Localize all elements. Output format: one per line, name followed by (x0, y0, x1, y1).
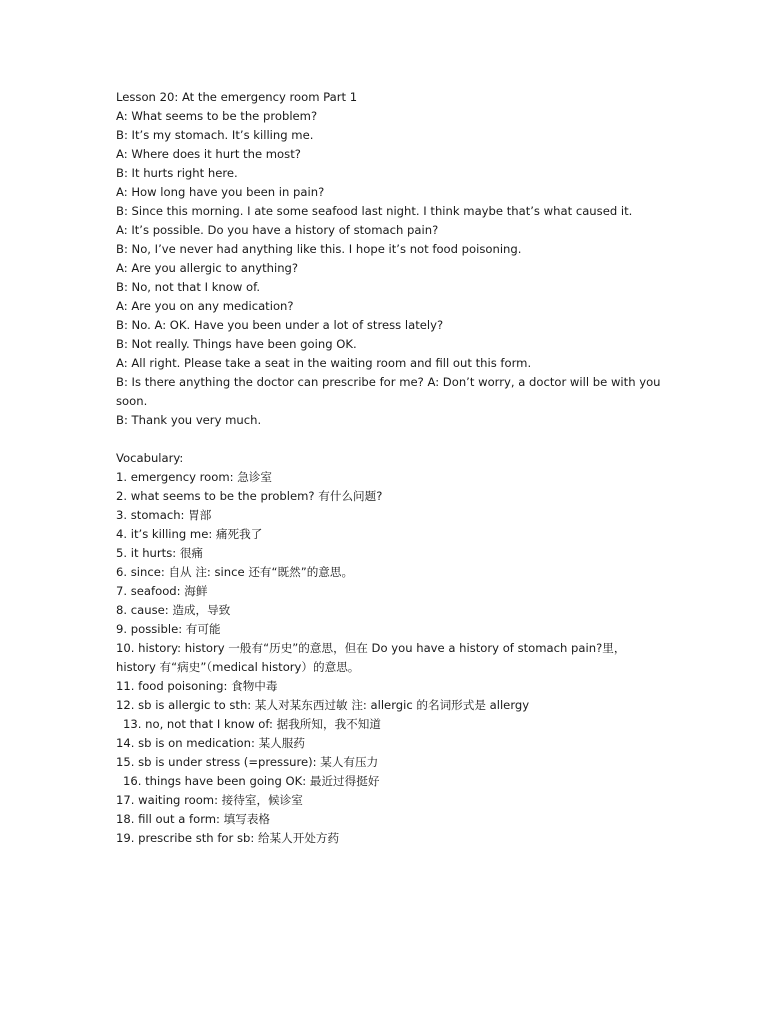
dialogue-line: B: No, not that I know of. (116, 280, 261, 294)
vocab-item: 8. cause: 造成，导致 (116, 603, 231, 617)
dialogue-line: B: Since this morning. I ate some seafood last night. I think maybe that’s what caused it. (116, 204, 633, 218)
dialogue-line: B: No, I’ve never had anything like this. I hope it’s not food poisoning. (116, 242, 522, 256)
dialogue-line: A: Are you allergic to anything? (116, 261, 299, 275)
dialogue-line: A: It’s possible. Do you have a history of stomach pain? (116, 223, 439, 237)
vocab-item: 7. seafood: 海鲜 (116, 584, 208, 598)
lesson-title: Lesson 20: At the emergency room Part 1 (116, 90, 358, 104)
vocab-item: 17. waiting room: 接待室，候诊室 (116, 793, 303, 807)
dialogue-line: B: Thank you very much. (116, 413, 262, 427)
vocabulary-list (116, 468, 661, 848)
vocab-item: 18. fill out a form: 填写表格 (116, 812, 271, 826)
vocab-item: 11. food poisoning: 食物中毒 (116, 679, 278, 693)
vocab-item: 14. sb is on medication: 某人服药 (116, 736, 305, 750)
vocab-item: 10. history: history 一般有“历史”的意思，但在 Do you have a history of stomach pain?里，history 有“病史”（medical history）的意思。 (116, 641, 626, 674)
dialogue (116, 107, 661, 430)
vocab-item: 1. emergency room: 急诊室 (116, 470, 272, 484)
vocab-item: 16. things have been going OK: 最近过得挺好 (123, 774, 380, 788)
vocab-item: 19. prescribe sth for sb: 给某人开处方药 (116, 831, 340, 845)
dialogue-line: A: All right. Please take a seat in the waiting room and fill out this form. (116, 356, 532, 370)
spacer (116, 430, 661, 449)
vocab-item: 6. since: 自从 注: since 还有“既然”的意思。 (116, 565, 354, 579)
dialogue-line: B: It hurts right here. (116, 166, 238, 180)
dialogue-line: A: How long have you been in pain? (116, 185, 325, 199)
vocab-item: 15. sb is under stress (=pressure): 某人有压力 (116, 755, 379, 769)
dialogue-line: B: No. A: OK. Have you been under a lot of stress lately? (116, 318, 444, 332)
dialogue-line: A: Where does it hurt the most? (116, 147, 301, 161)
vocab-item: 5. it hurts: 很痛 (116, 546, 204, 560)
vocab-item: 13. no, not that I know of: 据我所知，我不知道 (123, 717, 381, 731)
vocab-item: 2. what seems to be the problem? 有什么问题? (116, 489, 383, 503)
dialogue-line: B: It’s my stomach. It’s killing me. (116, 128, 314, 142)
vocab-item: 12. sb is allergic to sth: 某人对某东西过敏 注: allergic 的名词形式是 allergy (116, 698, 530, 712)
dialogue-line: A: Are you on any medication? (116, 299, 294, 313)
vocabulary-heading: Vocabulary: (116, 451, 184, 465)
vocab-item: 9. possible: 有可能 (116, 622, 221, 636)
dialogue-line: B: Not really. Things have been going OK. (116, 337, 357, 351)
dialogue-line: A: What seems to be the problem? (116, 109, 318, 123)
vocab-item: 4. it’s killing me: 痛死我了 (116, 527, 263, 541)
document-page (116, 88, 661, 848)
dialogue-line: B: Is there anything the doctor can prescribe for me? A: Don’t worry, a doctor will be with you soon. (116, 375, 661, 408)
vocab-item: 3. stomach: 胃部 (116, 508, 212, 522)
